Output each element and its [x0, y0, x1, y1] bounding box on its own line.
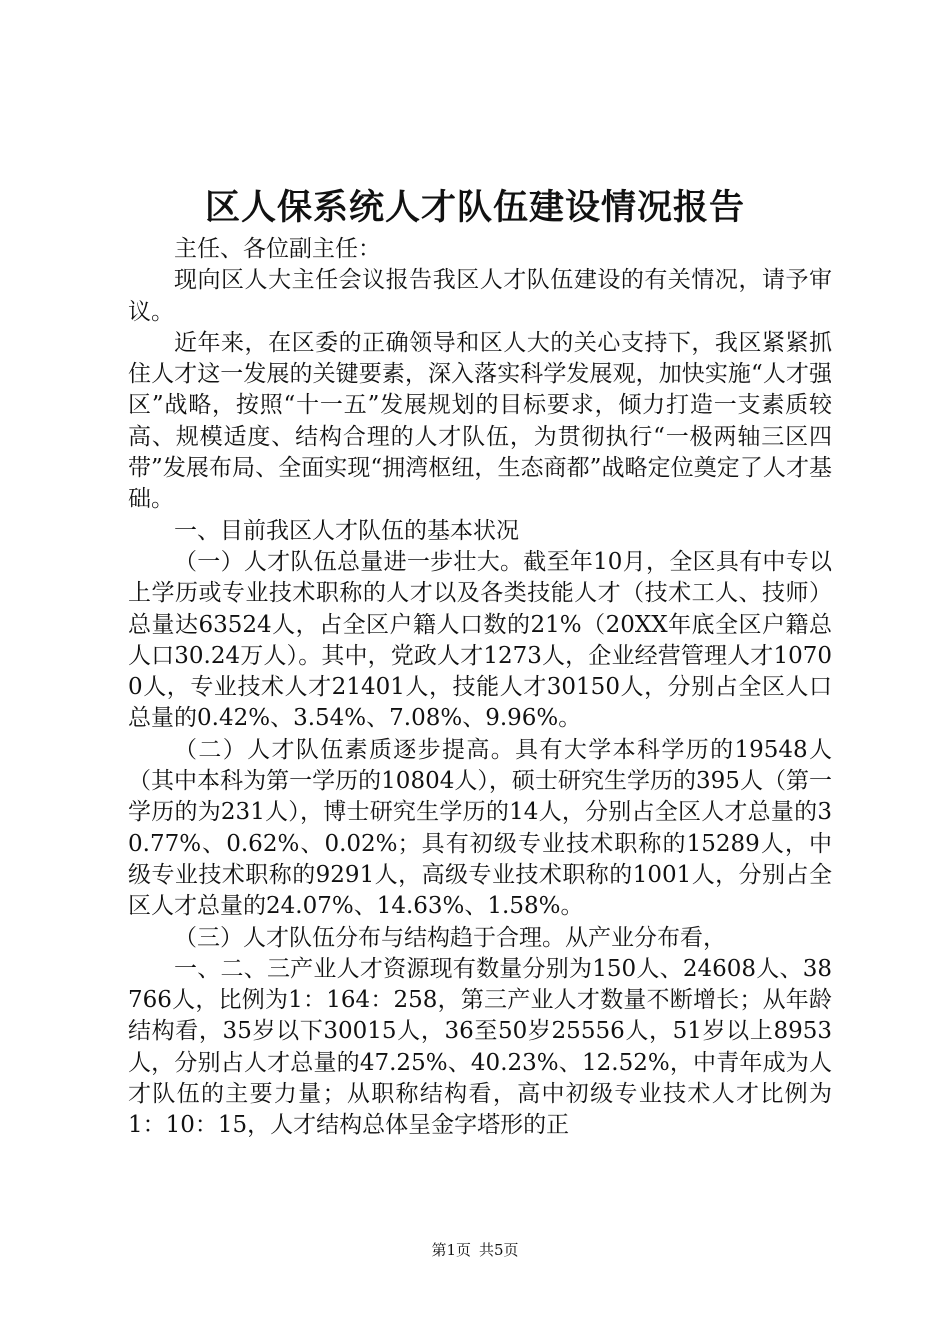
- subsection-3-paragraph: （三）人才队伍分布与结构趋于合理。从产业分布看，: [174, 924, 726, 951]
- overview-paragraph: 近年来，在区委的正确领导和区人大的关心支持下，我区紧紧抓住人才这一发展的关键要素，深入落实科学发展观，加快实施“人才强区”战略，按照“十一五”发展规划的目标要求，倾力打造一支素质较高、规模适度、结构合理的人才队伍，为贯彻执行“一极两轴三区四带”发展布局、全面实现“拥湾枢纽，生态商都”战略定位奠定了人才基础。: [128, 329, 832, 513]
- subsection-2-paragraph: （二）人才队伍素质逐步提高。具有大学本科学历的19548人（其中本科为第一学历的10804人），硕士研究生学历的395人（第一学历的为231人），博士研究生学历的14人，分别占全区人才总量的30.77%、0.62%、0.02%；具有初级专业技术职称的15289人，中级专业技术职称的9291人，高级专业技术职称的1001人，分别占全区人才总量的24.07%、14.63%、1.58%。: [128, 736, 832, 920]
- page-number: 第1页: [431, 1241, 471, 1259]
- subsection-1-paragraph: （一）人才队伍总量进一步壮大。截至年10月，全区具有中专以上学历或专业技术职称的人才以及各类技能人才（技术工人、技师）总量达63524人，占全区户籍人口数的21%（20XX年底全区户籍总人口30.24万人）。其中，党政人才1273人，企业经营管理人才10700人，专业技术人才21401人，技能人才30150人，分别占全区人口总量的0.42%、3.54%、7.08%、9.96%。: [128, 548, 832, 732]
- section-heading: 一、目前我区人才队伍的基本状况: [174, 517, 519, 544]
- page-total: 共5页: [479, 1241, 519, 1259]
- page-footer: [0, 1240, 950, 1260]
- document-title: 区人保系统人才队伍建设情况报告: [204, 188, 745, 228]
- intro-paragraph: 现向区人大主任会议报告我区人才队伍建设的有关情况，请予审议。: [128, 267, 832, 325]
- industry-distribution-paragraph: 一、二、三产业人才资源现有数量分别为150人、24608人、38766人，比例为1：164：258，第三产业人才数量不断增长；从年龄结构看，35岁以下30015人，36至50岁25556人，51岁以上8953人，分别占人才总量的47.25%、40.23%、12.52%，中青年成为人才队伍的主要力量；从职称结构看，高中初级专业技术人才比例为1：10：15，人才结构总体呈金字塔形的正: [128, 955, 832, 1139]
- document-body: [128, 234, 832, 1142]
- salutation: 主任、各位副主任：: [174, 236, 381, 262]
